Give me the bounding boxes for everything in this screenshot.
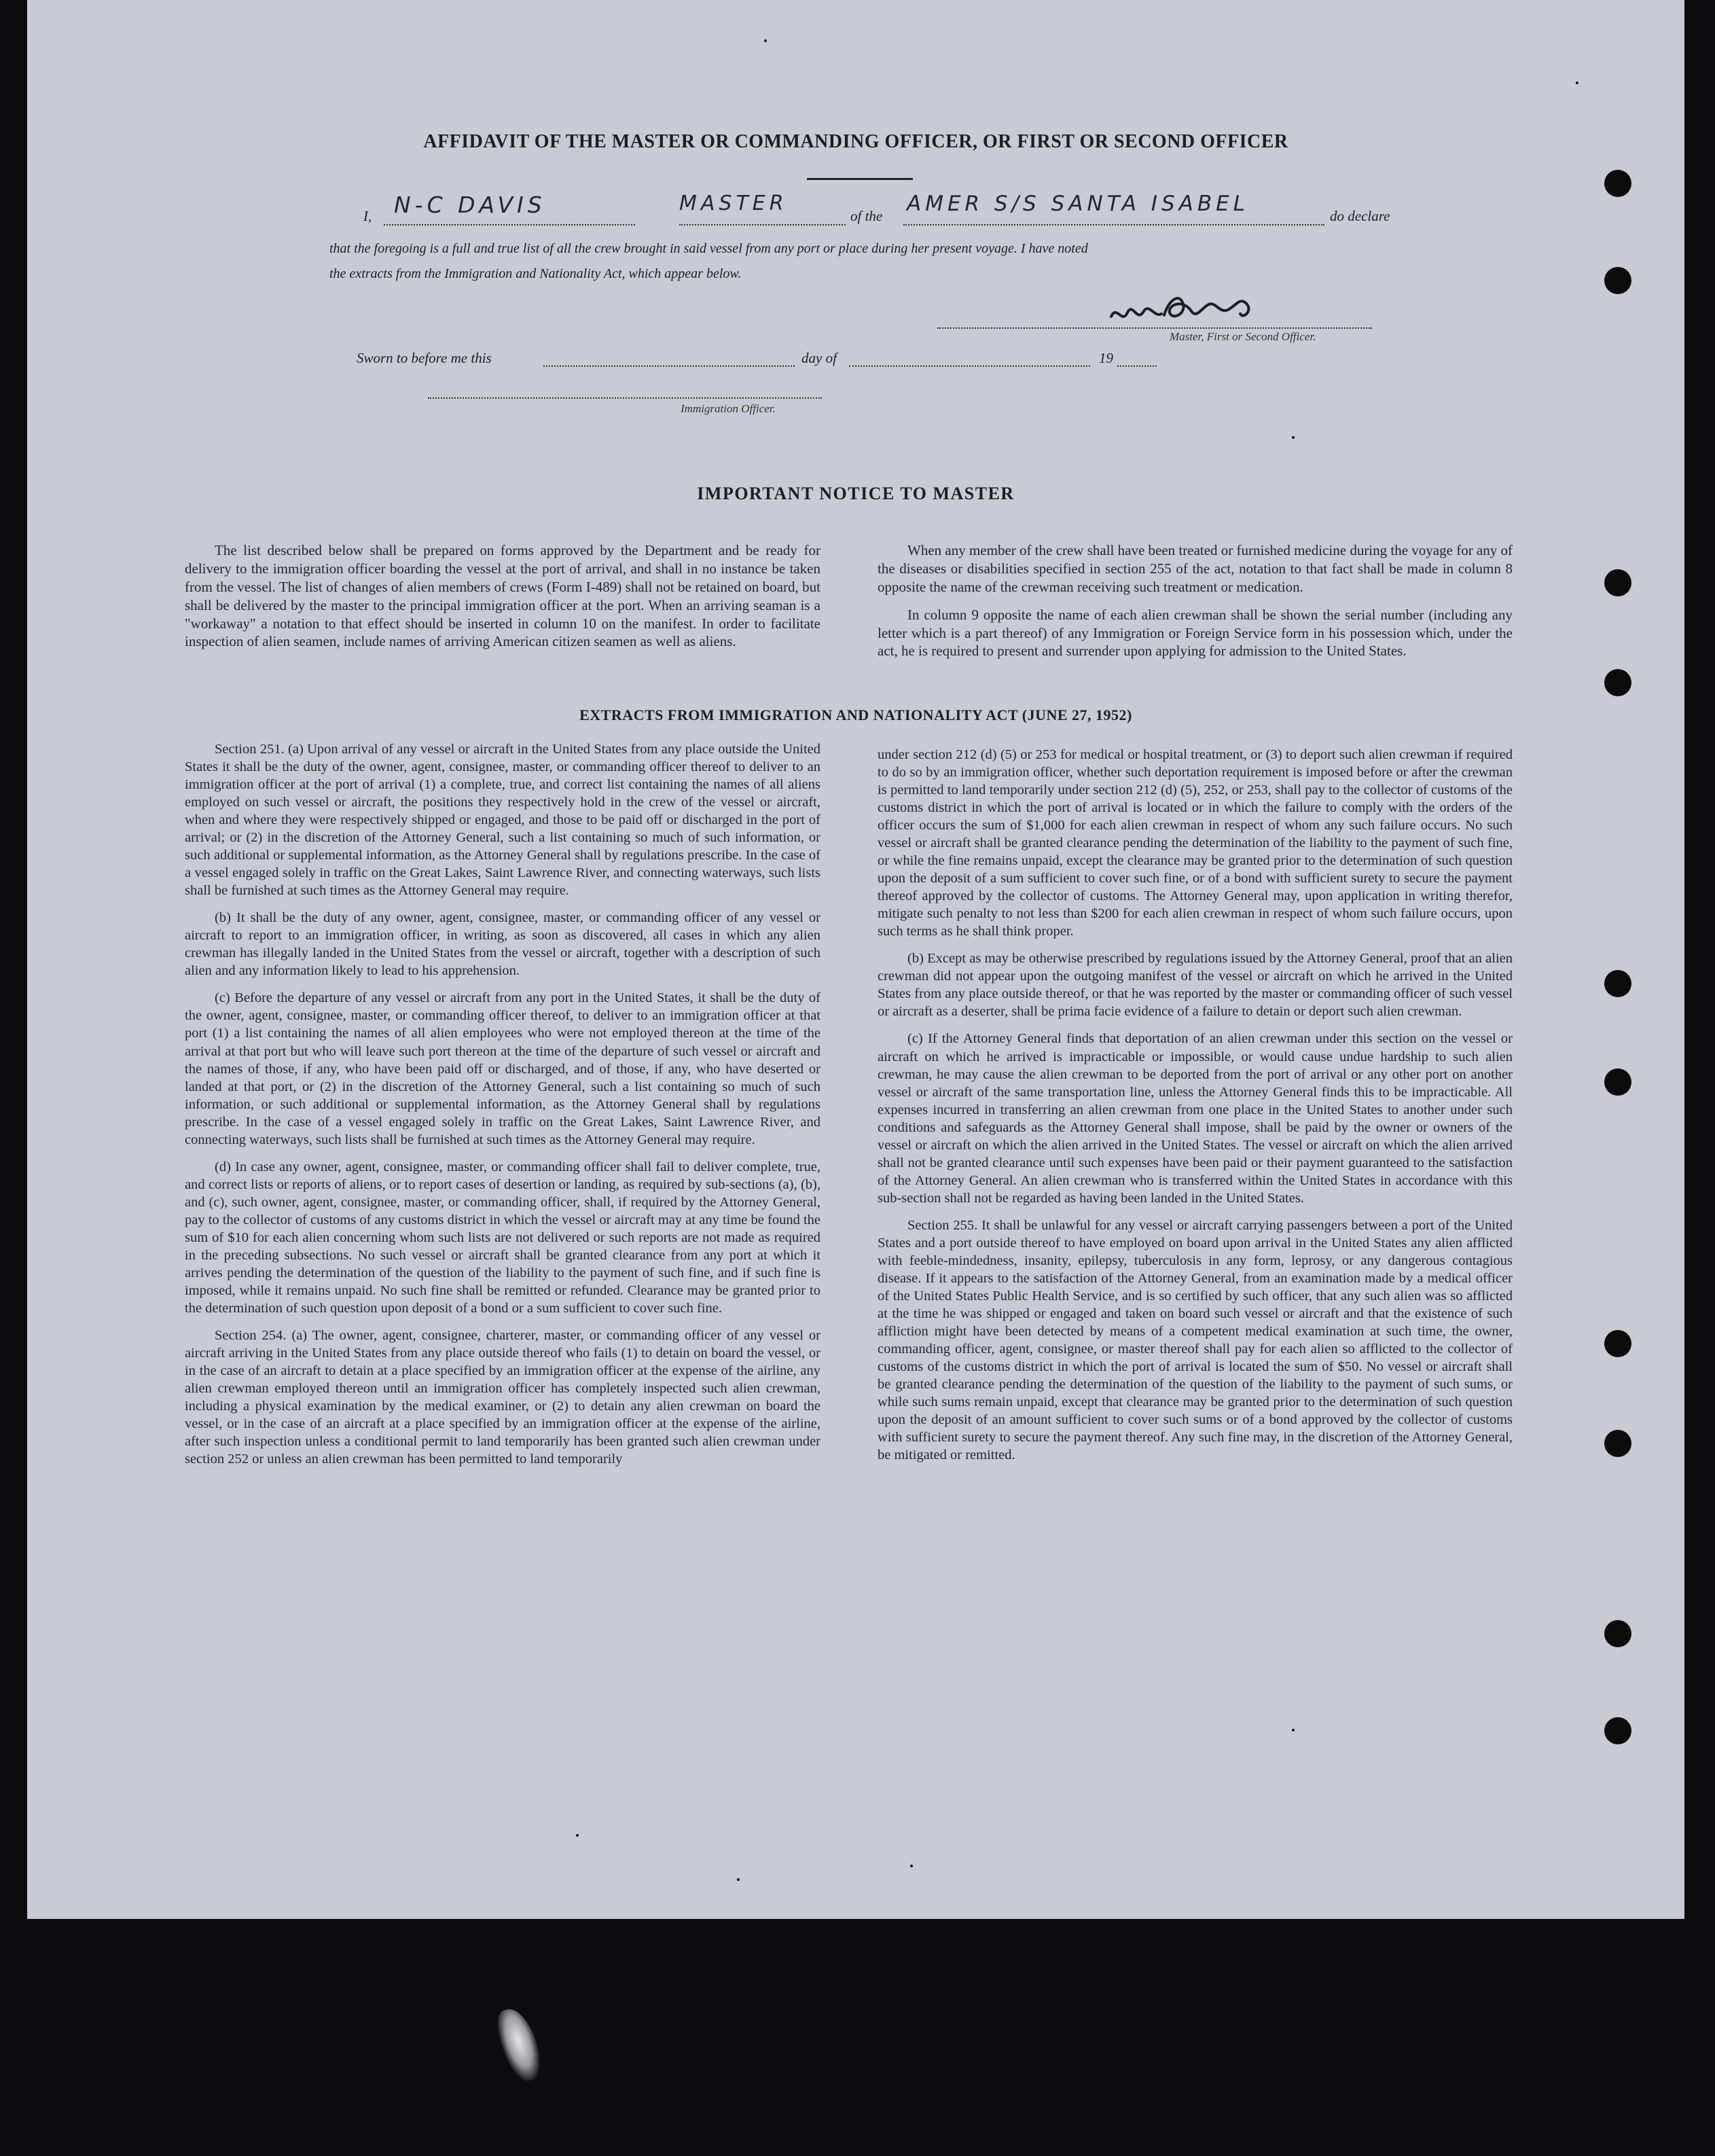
speck: [764, 39, 767, 42]
extract-paragraph: Section 255. It shall be unlawful for any vessel or aircraft carrying passengers between a port of the United States and a port outside thereof to have employed on board upon arrival in the United States any alien afflicted with feeble-mindedness, insanity, epilepsy, tuberculosis in any form, leprosy, or any dangerous contagious disease. If it appears to the satisfaction of the Attorney General, from an examination made by a medical officer of the United States Public Health Service, and is so certified by such officer, that any such alien was so afflicted at the time he was shipped or engaged and taken on board such vessel or aircraft and that the existence of such affliction might have been detected by means of a competent medical examination at such time, the owner, commanding officer, agent, consignee, or master thereof shall pay for each alien so afflicted to the collector of customs of the customs district in which the port of arrival is located the sum of $50. No vessel or aircraft shall be granted clearance pending the determination of the question of the liability to the payment of such sums, or while such sums remain unpaid, except that clearance may be granted prior to the determination of such question upon the deposit of an amount sufficient to cover such sums or of a bond approved by the collector of customs with sufficient surety to secure the payment thereof. Any such fine may, in the discretion of the Attorney General, be mitigated or remitted.: [878, 1217, 1513, 1463]
punch-hole: [1604, 1068, 1631, 1096]
punch-hole: [1604, 1330, 1631, 1357]
speck: [1292, 436, 1295, 439]
notice-title: IMPORTANT NOTICE TO MASTER: [697, 484, 1015, 503]
punch-hole: [1604, 1620, 1631, 1647]
vessel-line: [903, 224, 1324, 226]
smudge-mark: [492, 2004, 547, 2085]
day-of-label: day of: [801, 350, 837, 366]
extract-paragraph: (c) Before the departure of any vessel or aircraft from any port in the United States, it shall be the duty of the owner, agent, consignee, master, or commanding officer thereof, to deliver to an immigration officer at that port (1) a list containing the names of all alien employees who were not employed thereon at the time of the arrival at that port but who will leave such port thereon at the time of the departure of such vessel or aircraft and the names of those, if any, who have been paid off or discharged, and of those, if any, who have deserted or landed at that port, or (2) in the discretion of the Attorney General, such a list containing so much of such information, or such additional or supplemental information, as the Attorney General shall by regulations prescribe. In the case of a vessel engaged solely in traffic on the Great Lakes, Saint Lawrence River, and connecting waterways, such lists shall be furnished at such times as the Attorney General may require.: [185, 990, 820, 1147]
extracts-title: EXTRACTS FROM IMMIGRATION AND NATIONALITY ACT (JUNE 27, 1952): [579, 706, 1132, 723]
master-name: N-C DAVIS: [394, 192, 546, 218]
speck: [910, 1865, 913, 1867]
sworn-date-line: [543, 365, 795, 367]
signature-caption: Master, First or Second Officer.: [1170, 330, 1316, 343]
year-line: [1117, 365, 1157, 367]
prefix-i: I,: [363, 208, 372, 224]
punch-hole: [1604, 170, 1631, 197]
extract-paragraph: Section 254. (a) The owner, agent, consignee, charterer, master, or commanding officer of any vessel or aircraft arriving in the United States from any place outside thereof who fails (1) to detain on board the vessel, or in the case of an aircraft to detain at a place specified by an immigration officer at the expense of the airline, any alien crewman employed thereon until an immigration officer has completely inspected such alien crewman, including a physical examination by the medical examiner, or (2) to detain any alien crewman on board the vessel, or in the case of an aircraft at a place specified by an immigration officer at the expense of the airline, after such inspection unless a conditional permit to land temporarily has been granted such alien crewman under section 252 or unless an alien crewman has been permitted to land temporarily: [185, 1327, 820, 1467]
notice-paragraph: The list described below shall be prepared on forms approved by the Department and be ready for delivery to the immigration officer boarding the vessel at the port of arrival, and shall in no instance be taken from the vessel. The list of changes of alien members of crews (Form I-489) shall not be retained on board, but shall be delivered by the master to the principal immigration officer at the port. When an arriving seaman is a "workaway" a notation to that effect should be inserted in column 10 on the manifest. In order to facilitate inspection of alien seamen, include names of arriving American citizen seamen as well as aliens.: [185, 542, 820, 650]
extract-paragraph: under section 212 (d) (5) or 253 for medical or hospital treatment, or (3) to deport such alien crewman if required to do so by an immigration officer, whether such deportation requirement is imposed before or after the crewman is permitted to land temporarily under section 212 (d) (5), 252, or 253, shall pay to the collector of customs of the customs district in which the port of arrival is located or in which the failure to comply with the orders of the officer occurs the sum of $1,000 for each alien crewman in respect of whom any such failure occurs. No such vessel or aircraft shall be granted clearance pending the determination of the liability to the payment of such fine, or while the fine remains unpaid, except the clearance may be granted prior to the determination of such question upon the deposit of a sum sufficient to cover such fine, or of a bond with sufficient surety to secure the payment thereof approved by the collector of customs. The Attorney General may, upon application in writing therefor, mitigate such penalty to not less than $200 for each alien crewman in respect of whom such failure occurs, upon such terms as he shall think proper.: [878, 747, 1513, 939]
extracts-right-column: [878, 746, 1513, 1473]
notice-left-column: [185, 541, 820, 660]
punch-hole: [1604, 1717, 1631, 1744]
punch-hole: [1604, 267, 1631, 294]
extract-paragraph: (d) In case any owner, agent, consignee, master, or commanding officer shall fail to deliver complete, true, and correct lists or reports of aliens, or to report cases of desertion or landing, as required by sub-sections (a), (b), and (c), such owner, agent, consignee, master, or commanding officer, shall, if required by the Attorney General, pay to the collector of customs of any customs district in which the vessel or aircraft may at any time be found the sum of $10 for each alien concerning whom such lists are not delivered or such reports are not made as required in the preceding subsections. No such vessel or aircraft shall be granted clearance from any port at which it arrives pending the determination of the question of the liability to the payment of such fine, and if such fine is imposed, while it remains unpaid. No such fine shall be remitted or refunded. Clearance may be granted prior to the determination of such question upon deposit of a bond or a sum sufficient to cover such fine.: [185, 1159, 820, 1316]
of-the-label: of the: [850, 208, 883, 224]
vessel-name: AMER S/S SANTA ISABEL: [907, 192, 1249, 216]
master-rank: MASTER: [679, 192, 788, 215]
speck: [576, 1834, 579, 1837]
punch-hole: [1604, 1430, 1631, 1457]
punch-hole: [1604, 669, 1631, 696]
speck: [737, 1878, 740, 1881]
year-prefix: 19: [1099, 350, 1113, 366]
declaration-line-2: the extracts from the Immigration and Nationality Act, which appear below.: [329, 266, 742, 281]
punch-hole: [1604, 970, 1631, 997]
notice-right-column: [878, 541, 1513, 670]
signature: [1107, 284, 1284, 330]
affidavit-title: AFFIDAVIT OF THE MASTER OR COMMANDING OFFICER, OR FIRST OR SECOND OFFICER: [423, 131, 1288, 152]
punch-hole: [1604, 569, 1631, 596]
notice-paragraph: When any member of the crew shall have been treated or furnished medicine during the voyage for any of the diseases or disabilities specified in section 255 of the act, notation to that fact shall be made in column 8 opposite the name of the crewman receiving such treatment or medication.: [878, 542, 1513, 595]
month-line: [849, 365, 1090, 367]
speck: [1292, 1729, 1295, 1731]
notice-paragraph: In column 9 opposite the name of each alien crewman shall be shown the serial number (including any letter which is a part thereof) of any Immigration or Foreign Service form in his possession which, under the act, he is required to present and surrender upon applying for admission to the United States.: [878, 606, 1513, 660]
rank-line: [679, 224, 846, 226]
extracts-left-column: [185, 740, 820, 1477]
immigration-officer-caption: Immigration Officer.: [681, 402, 776, 415]
speck: [1576, 82, 1578, 84]
extract-paragraph: (b) It shall be the duty of any owner, agent, consignee, master, or commanding officer of any vessel or aircraft to report to an immigration officer, in writing, as soon as discovered, all cases in which any alien crewman has illegally landed in the United States from the vessel or aircraft, together with a description of such alien and any information likely to lead to his apprehension.: [185, 910, 820, 979]
do-declare-label: do declare: [1330, 208, 1390, 224]
extract-paragraph: (b) Except as may be otherwise prescribed by regulations issued by the Attorney General, proof that an alien crewman did not appear upon the outgoing manifest of the vessel or aircraft on which he arrived in the United States from any place outside thereof, or that he was reported by the master or commanding officer of such vessel or aircraft as a deserter, shall be prima facie evidence of a failure to detain or deport such alien crewman.: [878, 951, 1513, 1020]
sworn-label: Sworn to before me this: [357, 350, 492, 366]
title-rule: [807, 178, 913, 180]
name-line: [384, 224, 635, 226]
officer-line: [428, 397, 822, 399]
extract-paragraph: (c) If the Attorney General finds that deportation of an alien crewman under this section on the vessel or aircraft on which he arrived is impracticable or impossible, or would cause undue hardship to such alien crewman, he may cause the alien crewman to be deported from the port of arrival or any other port on another vessel or aircraft of the same transportation line, unless the Attorney General finds this to be impracticable. All expenses incurred in transferring an alien crewman from one place in the United States to another under such conditions and safeguards as the Attorney General shall impose, shall be paid by the owner or owners of the vessel or aircraft on which the alien arrived in the United States. The vessel or aircraft on which the alien arrived shall not be granted clearance until such expenses have been paid or their payment guaranteed to the satisfaction of the Attorney General. An alien crewman who is transferred within the United States in accordance with this sub-section shall not be regarded as having been landed in the United States.: [878, 1031, 1513, 1206]
extract-paragraph: Section 251. (a) Upon arrival of any vessel or aircraft in the United States from any place outside the United States it shall be the duty of the owner, agent, consignee, master, or commanding officer thereof to deliver to an immigration officer at the port of arrival (1) a complete, true, and correct list containing the names of all aliens employed on such vessel or aircraft, the positions they respectively hold in the crew of the vessel or aircraft, when and where they were respectively shipped or engaged, and those to be paid off or discharged in the port of arrival; or (2) in the discretion of the Attorney General, such a list containing so much of such information, or such additional or supplemental information, as the Attorney General shall by regulations prescribe. In the case of a vessel engaged solely in traffic on the Great Lakes, Saint Lawrence River, and connecting waterways, such lists shall be furnished at such times as the Attorney General may require.: [185, 742, 820, 899]
signature-line: [937, 327, 1372, 329]
declaration-line-1: that the foregoing is a full and true list of all the crew brought in said vessel from any port or place during her present voyage. I have noted: [329, 241, 1088, 256]
document-page: [27, 0, 1684, 1919]
